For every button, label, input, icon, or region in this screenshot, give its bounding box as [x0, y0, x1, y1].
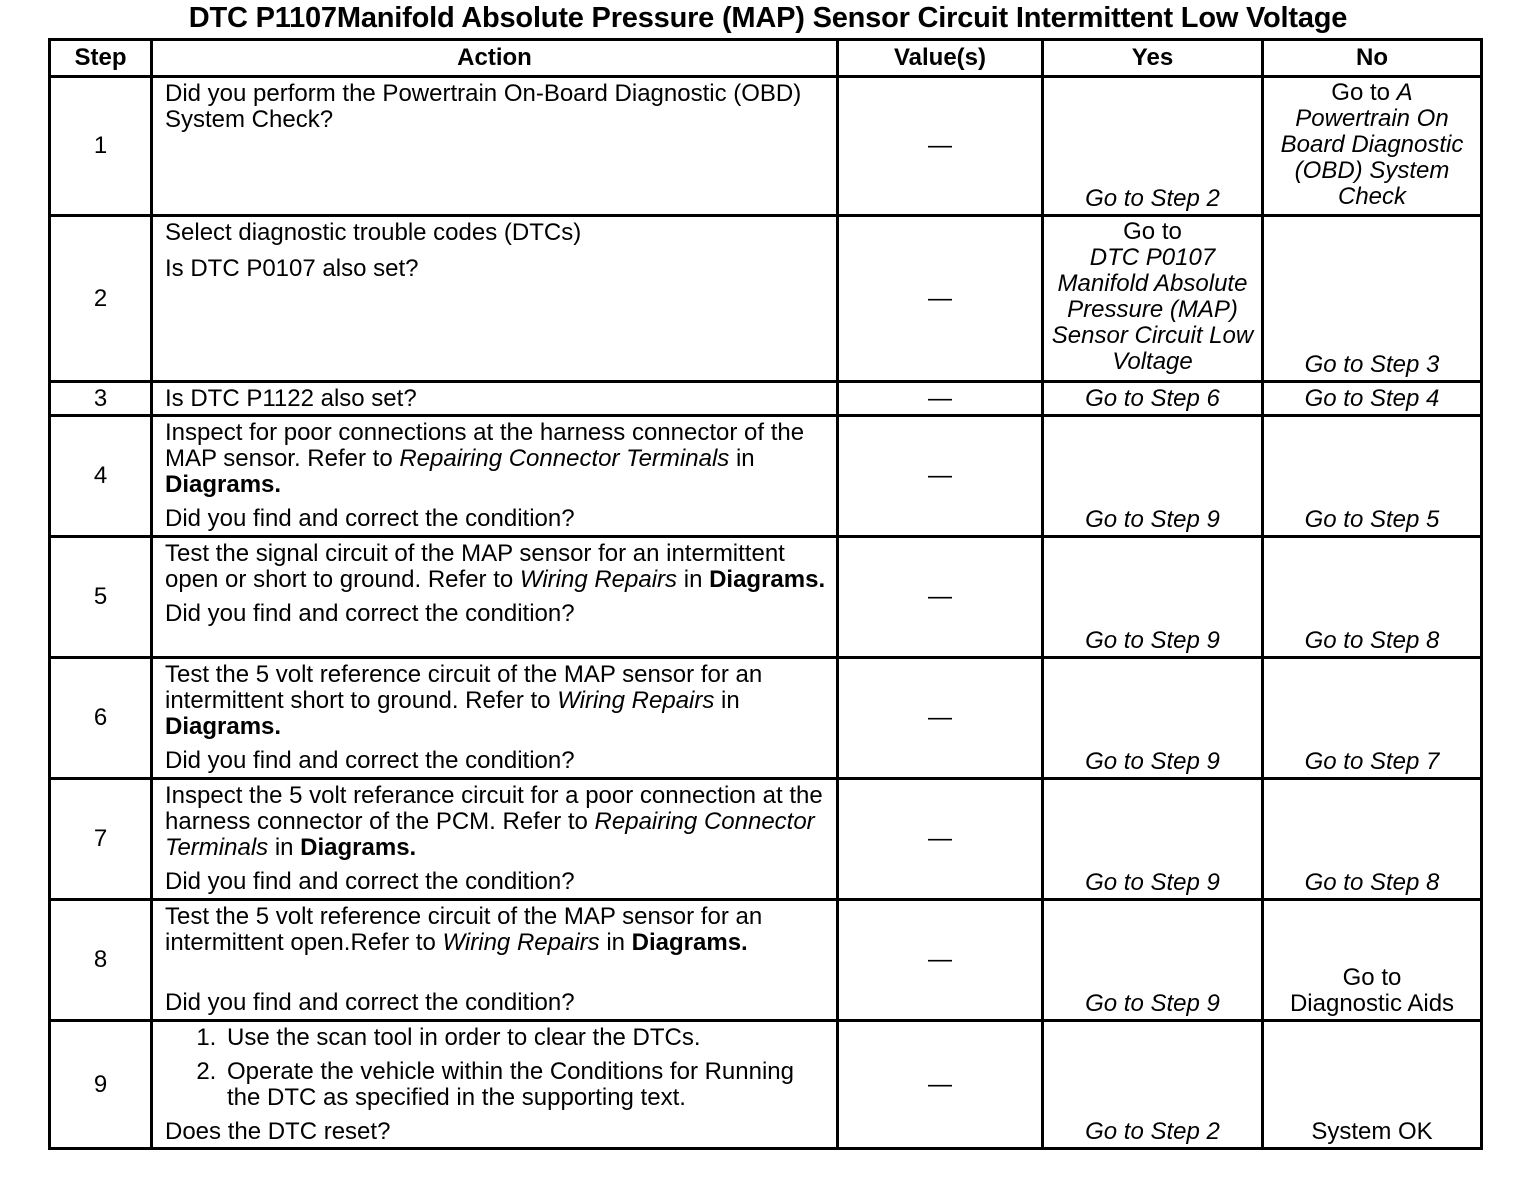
action-question: Is DTC P0107 also set?	[165, 255, 419, 282]
action-cell	[152, 900, 838, 1021]
header-no: No	[1263, 40, 1482, 77]
header-action: Action	[152, 40, 838, 77]
table-row	[50, 779, 1482, 900]
diagrams-link[interactable]: Diagrams.	[165, 471, 282, 498]
no-cell	[1263, 216, 1482, 382]
yes-cell	[1043, 382, 1263, 416]
wiring-repairs-link[interactable]: Wiring Repairs	[557, 687, 715, 714]
action-text: Select diagnostic trouble codes (DTCs)	[165, 219, 582, 246]
action-cell	[152, 216, 838, 382]
wiring-repairs-link[interactable]: Wiring Repairs	[519, 566, 678, 593]
repairing-connector-terminals-link[interactable]: Repairing Connector Terminals	[399, 445, 730, 472]
diagrams-link[interactable]: Diagrams.	[165, 713, 282, 740]
yes-cell	[1043, 658, 1263, 779]
step-number: 5	[50, 537, 152, 658]
diagnostic-table	[48, 38, 1483, 1150]
step-number: 8	[50, 900, 152, 1021]
table-row	[50, 658, 1482, 779]
table-row	[50, 382, 1482, 416]
page-title: DTC P1107Manifold Absolute Pressure (MAP) Sensor Circuit Intermittent Low Voltage	[188, 2, 1348, 34]
step-number: 2	[50, 216, 152, 382]
diagrams-link[interactable]: Diagrams.	[631, 929, 748, 956]
step-number: 4	[50, 416, 152, 537]
action-cell	[152, 1021, 838, 1149]
step-number: 9	[50, 1021, 152, 1149]
value-cell: —	[838, 416, 1043, 537]
go-to-step-link[interactable]: Go to Step 6	[1085, 385, 1220, 412]
system-ok-text: System OK	[1311, 1118, 1433, 1145]
go-to-prefix: Go to	[1342, 964, 1402, 991]
yes-cell	[1043, 1021, 1263, 1149]
value-cell: —	[838, 77, 1043, 216]
action-text: Test the signal circuit of the MAP sensor for an intermittent open or short to ground. Refer to Wiring Repairs in Diagrams.	[165, 540, 826, 593]
table-row	[50, 1021, 1482, 1149]
action-steps-list	[165, 1025, 830, 1111]
yes-cell	[1043, 537, 1263, 658]
value-cell: —	[838, 382, 1043, 416]
go-to-step-link[interactable]: Go to Step 9	[1085, 869, 1220, 896]
action-cell	[152, 658, 838, 779]
no-cell	[1263, 779, 1482, 900]
action-text: Inspect for poor connections at the harness connector of the MAP sensor. Refer to Repairing Connector Terminals in Diagrams.	[165, 419, 805, 498]
value-cell: —	[838, 537, 1043, 658]
go-to-prefix: Go to	[1331, 79, 1397, 106]
no-cell	[1263, 77, 1482, 216]
go-to-step-link[interactable]: Go to Step 2	[1085, 1118, 1220, 1145]
go-to-prefix: Go to	[1123, 218, 1182, 245]
no-cell	[1263, 537, 1482, 658]
header-values: Value(s)	[838, 40, 1043, 77]
diagrams-link[interactable]: Diagrams.	[709, 566, 826, 593]
step-number: 3	[50, 382, 152, 416]
value-cell: —	[838, 900, 1043, 1021]
yes-cell	[1043, 77, 1263, 216]
action-text: Test the 5 volt reference circuit of the MAP sensor for an intermittent open.Refer to Wiring Repairs in Diagrams.	[165, 903, 763, 956]
header-step: Step	[50, 40, 152, 77]
table-row	[50, 537, 1482, 658]
go-to-step-link[interactable]: Go to Step 5	[1304, 506, 1440, 533]
table-header-row	[50, 40, 1482, 77]
list-item: 2. Operate the vehicle within the Conditions for Running the DTC as specified in the supporting text.	[223, 1059, 830, 1111]
step-number: 6	[50, 658, 152, 779]
no-cell	[1263, 658, 1482, 779]
action-cell	[152, 416, 838, 537]
action-question: Did you find and correct the condition?	[165, 505, 575, 532]
no-cell	[1263, 1021, 1482, 1149]
action-cell	[152, 537, 838, 658]
step-number: 1	[50, 77, 152, 216]
repairing-connector-terminals-link[interactable]: Repairing Connector Terminals	[165, 808, 815, 861]
no-cell	[1263, 900, 1482, 1021]
table-row	[50, 416, 1482, 537]
action-question: Did you find and correct the condition?	[165, 989, 575, 1016]
action-text: Test the 5 volt reference circuit of the MAP sensor for an intermittent short to ground. Refer to Wiring Repairs in Diagrams.	[165, 661, 763, 740]
go-to-step-link[interactable]: Go to Step 4	[1304, 385, 1440, 412]
action-question: Did you find and correct the condition?	[165, 747, 575, 774]
header-yes: Yes	[1043, 40, 1263, 77]
diagrams-link[interactable]: Diagrams.	[300, 834, 417, 861]
action-question: Did you find and correct the condition?	[165, 868, 575, 895]
obd-system-check-link[interactable]: A Powertrain On Board Diagnostic (OBD) System Check	[1280, 79, 1464, 210]
action-cell	[152, 77, 838, 216]
value-cell: —	[838, 779, 1043, 900]
action-text: Inspect the 5 volt referance circuit for a poor connection at the harness connector of the PCM. Refer to Repairing Connector Terminals in Diagrams.	[165, 782, 823, 861]
action-text: Is DTC P1122 also set?	[165, 384, 417, 412]
value-cell: —	[838, 658, 1043, 779]
go-to-step-link[interactable]: Go to Step 8	[1304, 627, 1440, 654]
list-item: 1. Use the scan tool in order to clear the DTCs.	[223, 1025, 830, 1051]
action-cell	[152, 382, 838, 416]
action-cell	[152, 779, 838, 900]
go-to-step-link[interactable]: Go to Step 9	[1085, 506, 1220, 533]
go-to-step-link[interactable]: Go to Step 7	[1304, 748, 1440, 775]
action-text: Did you perform the Powertrain On-Board Diagnostic (OBD) System Check?	[165, 80, 802, 133]
go-to-step-link[interactable]: Go to Step 8	[1304, 869, 1440, 896]
yes-cell	[1043, 416, 1263, 537]
table-row	[50, 216, 1482, 382]
action-question: Did you find and correct the condition?	[165, 600, 575, 627]
step-number: 7	[50, 779, 152, 900]
wiring-repairs-link[interactable]: Wiring Repairs	[442, 929, 600, 956]
go-to-step-link[interactable]: Go to Step 9	[1085, 627, 1220, 654]
go-to-step-link[interactable]: Go to Step 9	[1085, 748, 1220, 775]
go-to-step-link[interactable]: Go to Step 9	[1085, 990, 1220, 1017]
yes-cell	[1043, 900, 1263, 1021]
value-cell: —	[838, 216, 1043, 382]
action-question: Does the DTC reset?	[165, 1118, 391, 1145]
table-row	[50, 77, 1482, 216]
diagnostic-aids-link[interactable]: Diagnostic Aids	[1289, 990, 1455, 1017]
value-cell: —	[838, 1021, 1043, 1149]
go-to-step-link[interactable]: Go to Step 3	[1304, 351, 1440, 378]
dtc-p0107-link[interactable]: DTC P0107 Manifold Absolute Pressure (MAP) Sensor Circuit Low Voltage	[1051, 244, 1254, 375]
no-cell	[1263, 416, 1482, 537]
go-to-step-link[interactable]: Go to Step 2	[1085, 185, 1220, 212]
yes-cell	[1043, 216, 1263, 382]
yes-cell	[1043, 779, 1263, 900]
table-row	[50, 900, 1482, 1021]
no-cell	[1263, 382, 1482, 416]
